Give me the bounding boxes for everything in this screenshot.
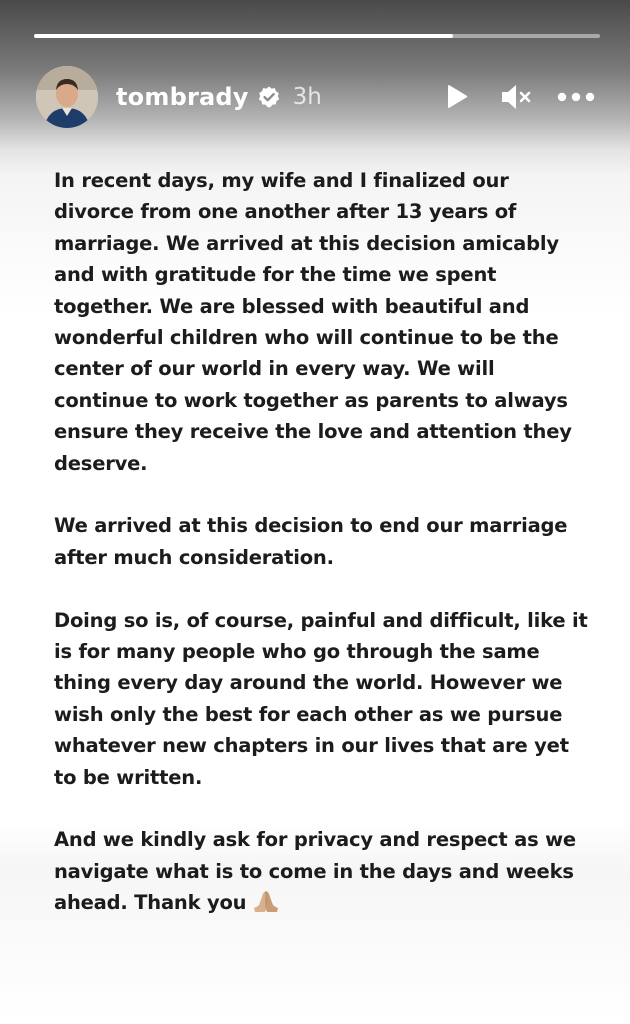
message-paragraph-3: Doing so is, of course, painful and difficult, like it is for many people who go through the same thing every day around the world. However we wish only the best for each other as we pursue whatever new chapters in our lives that are yet to be written. [54,608,588,789]
message-paragraph-4 [54,824,594,918]
muted-speaker-icon[interactable] [496,77,536,117]
post-timestamp: 3h [292,84,322,110]
story-progress-fill [34,34,453,38]
story-controls [416,77,596,117]
story-header [36,66,596,128]
story-progress-bar [34,34,600,38]
verified-badge-icon [257,85,281,109]
message-paragraph-1: In recent days, my wife and I finalized our divorce from one another after 13 years of marriage. We arrived at this decision amicably and with gratitude for the time we spent together. We are blessed with beautiful and wonderful children who will continue to be the center of our world in every way. We will continue to work together as parents to always ensure they receive the love and attention they deserve. [54,169,572,475]
play-icon[interactable] [436,77,476,117]
folded-hands-emoji-icon [250,889,282,913]
username[interactable]: tombrady [116,83,249,111]
story-message [54,165,594,950]
more-options-icon[interactable] [556,77,596,117]
avatar[interactable] [36,66,98,128]
message-paragraph-4-text: And we kindly ask for privacy and respect as we navigate what is to come in the days and weeks ahead. Thank you [54,828,576,915]
message-paragraph-2: We arrived at this decision to end our marriage after much consideration. [54,514,568,569]
